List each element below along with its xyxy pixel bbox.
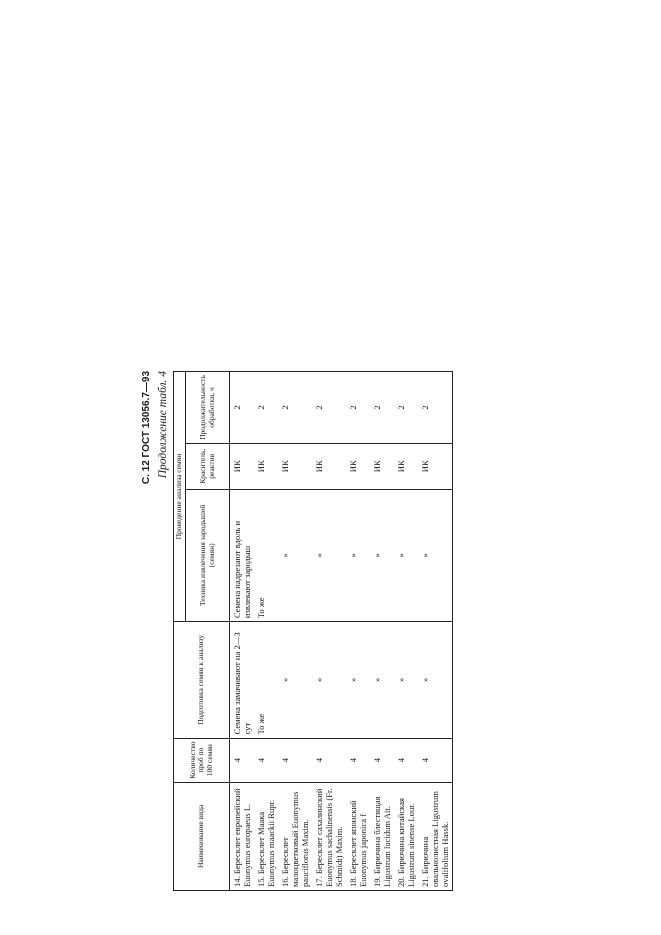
species-name: 16. Бересклет малоцветковый Euonymus pauciflorus Maxim.: [278, 782, 312, 890]
col-header-analysis-group: Проведение анализа семян: [174, 372, 186, 622]
col-header-preparation: Подготовка семян к анализу: [174, 622, 230, 738]
preparation: »: [312, 622, 346, 738]
page-number-title: С. 12 ГОСТ 13056.7—93: [141, 371, 152, 485]
technique: Семена надрезают вдоль и извлекают зародыш: [230, 489, 255, 622]
preparation: Семена замачивают на 2—3 сут: [230, 622, 255, 738]
sample-count: 4: [346, 738, 370, 782]
table-row: [230, 372, 255, 891]
species-name: 18. Бересклет японский Euonymus japonica f: [346, 782, 370, 890]
technique: »: [418, 489, 453, 622]
table-row: [254, 372, 278, 891]
table-row: [370, 372, 394, 891]
preparation: »: [418, 622, 453, 738]
table-row: [278, 372, 312, 891]
sample-count: 4: [278, 738, 312, 782]
technique: »: [346, 489, 370, 622]
table-row: [418, 372, 453, 891]
technique: То же: [254, 489, 278, 622]
table-row: [346, 372, 370, 891]
sample-count: 4: [418, 738, 453, 782]
stain: ИК: [312, 443, 346, 489]
duration: 2: [370, 372, 394, 444]
duration: 2: [254, 372, 278, 444]
preparation: »: [370, 622, 394, 738]
col-header-name: Наименование вида: [174, 782, 230, 890]
preparation: »: [394, 622, 418, 738]
stain: ИК: [346, 443, 370, 489]
col-header-technique: Техника извлечения зародышей (семян): [186, 489, 230, 622]
duration: 2: [278, 372, 312, 444]
technique: »: [278, 489, 312, 622]
species-name: 21. Бирючина овальнолистная Ligustrum ovalifolium Hassk.: [418, 782, 453, 890]
duration: 2: [418, 372, 453, 444]
preparation: »: [346, 622, 370, 738]
preparation: То же: [254, 622, 278, 738]
duration: 2: [394, 372, 418, 444]
technique: »: [312, 489, 346, 622]
duration: 2: [346, 372, 370, 444]
sample-count: 4: [312, 738, 346, 782]
preparation: »: [278, 622, 312, 738]
sample-count: 4: [230, 738, 255, 782]
species-name: 14. Бересклет европейский Euonymus europaeus L.: [230, 782, 255, 890]
species-name: 19. Бирючина блестящая Ligustrum lucidum Ait.: [370, 782, 394, 890]
stain: ИК: [418, 443, 453, 489]
stain: ИК: [278, 443, 312, 489]
technique: »: [394, 489, 418, 622]
sample-count: 4: [370, 738, 394, 782]
sample-count: 4: [394, 738, 418, 782]
page-header: [139, 371, 155, 891]
col-header-sample-count: Количество проб по 100 семян: [174, 738, 230, 782]
sample-count: 4: [254, 738, 278, 782]
seed-analysis-table: [173, 371, 453, 891]
duration: 2: [230, 372, 255, 444]
species-name: 15. Бересклет Маака Euonymus maackii Rupr.: [254, 782, 278, 890]
stain: ИК: [254, 443, 278, 489]
col-header-stain: Краситель, реактив: [186, 443, 230, 489]
species-name: 17. Бересклет сахалинский Euonymus sachalinensis (Fr. Schmidt) Maxim.: [312, 782, 346, 890]
table-caption: Продолжение табл. 4: [157, 371, 169, 479]
table-row: [312, 372, 346, 891]
species-name: 20. Бирючина китайская Ligustrum sinense Lour.: [394, 782, 418, 890]
rotated-page: [139, 371, 479, 891]
col-header-duration: Продолжительность обработки, ч: [186, 372, 230, 444]
stain: ИК: [230, 443, 255, 489]
technique: »: [370, 489, 394, 622]
table-row: [394, 372, 418, 891]
duration: 2: [312, 372, 346, 444]
stain: ИК: [370, 443, 394, 489]
stain: ИК: [394, 443, 418, 489]
